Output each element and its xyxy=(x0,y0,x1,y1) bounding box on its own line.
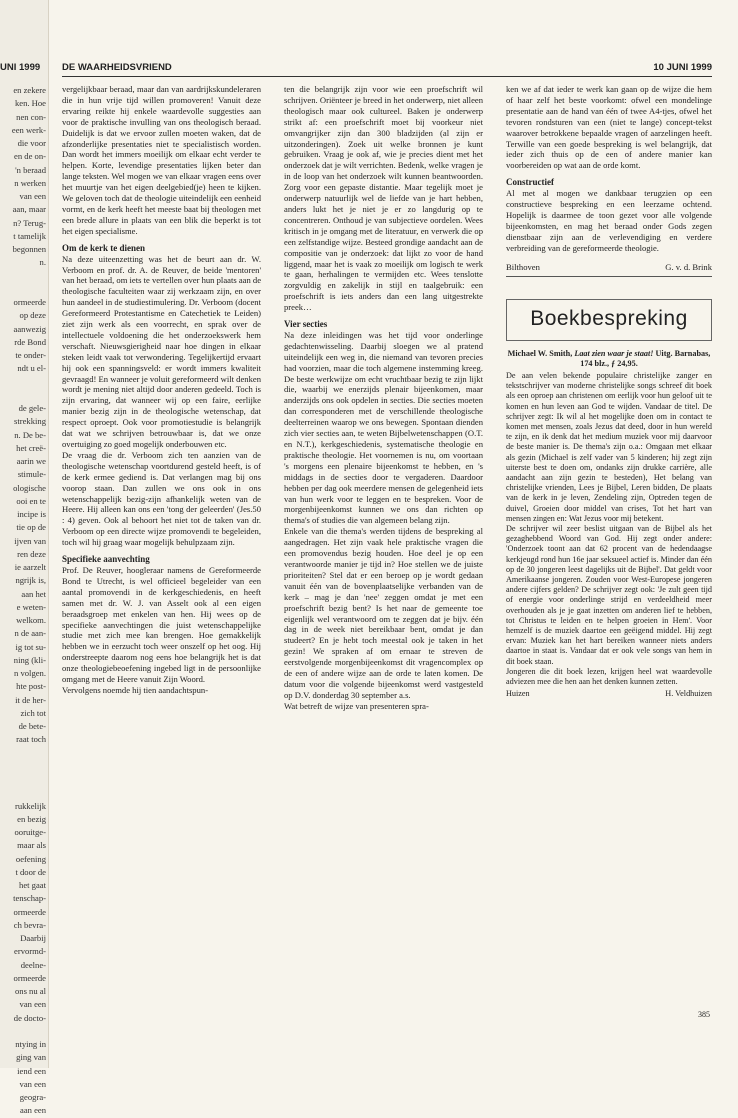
previous-page-line: tenschap- xyxy=(13,893,46,904)
previous-page-line: raat toch xyxy=(16,734,46,745)
previous-page-line xyxy=(0,1025,46,1038)
previous-page-line xyxy=(0,773,46,786)
review-author: Michael W. Smith, xyxy=(507,348,573,358)
previous-page-line: geogra- xyxy=(19,1092,46,1102)
previous-page-line: die voor xyxy=(17,138,46,148)
column-3-intro: ken we af dat ieder te werk kan gaan op de wijze die hem of haar zelf het beste voorkomt: ofwel een mondelinge presentatie aan de hand van één of twee A4-tjes, ofwel het tevoren rondsturen van een (niet te lange) concept-tekst waarover betrokkene bepaalde vragen of aarzelingen heeft. Terwille van een goede bespreking is wel belangrijk, dat ieder zich thuis op de een of andere manier kan voorbereiden op wat aan de orde komt. xyxy=(506,84,712,171)
previous-page-line: en bezig xyxy=(17,813,46,824)
previous-page-line: tie op de xyxy=(16,522,46,533)
previous-page-line xyxy=(0,747,46,760)
previous-page-line: iend een xyxy=(17,1065,46,1076)
previous-page-line: ie aarzelt xyxy=(14,562,46,572)
previous-page-line: de gele- xyxy=(18,403,46,413)
paragraph: Prof. De Reuver, hoogleraar namens de Gereformeerde Bond te Utrecht, is wel officieel begeleider van een aantal promovendi in de kerkgeschiedenis, en heeft samen met dr. W. J. van Asselt ook al een eigen beraadsgroep met enkelen van hen. Hij wees op de specifieke aanvechtingen die juist wetenschappelijke studie met zich mee kan brengen. Hoe gemakkelijk hebben we in eerzucht toch weer onszelf op het oog. Hij onderstreepte daarom nog eens hoe belangrijk het is dat onze theologiebeoefening ingebed ligt in de persoonlijke omgang met de Heere vanuit Zijn Woord. xyxy=(62,564,261,685)
previous-page-line: t tamelijk xyxy=(13,230,46,241)
review-paragraph: De aan velen bekende populaire christelijke zanger en tekstschrijver van moderne christelijke songs schreef dit boek als een oproep aan christenen om eerlijk voor hun geloof uit te komen en hun leven aan God te wijden. Vandaar de titel. De schrijver zegt: Ik wil al het mogelijke doen om in contact te komen met mensen, zoals Jezus dat deed, door in hun wereld te zijn, en ik denk dat het medium muziek voor mij daarvoor de beste manier is. De thema's zijn o.a.: Omgaan met elkaar als gezin (Michael is zelf vader van 5 kinderen; hij zegt zijn uiterste best te doen om, ondanks zijn drukke carrière, alle aandacht aan zijn gezin te besteden), Het belang van christelijke vrienden, Lees je Bijbel, Leren bidden, De plaats van de kerk in je leven, Zendeling zijn, Optreden tegen de duivel, Groeien door middel van crises, Tot het hart van mensen zingen en: Wat Jezus voor mij betekent. xyxy=(506,370,712,523)
previous-page-line xyxy=(0,283,46,296)
previous-page-line: ngrijk is, xyxy=(15,575,46,586)
heading-vier-secties: Vier secties xyxy=(284,319,328,330)
previous-page-line: it de her- xyxy=(15,694,46,705)
signature-place: Bilthoven xyxy=(506,261,540,272)
column-2 xyxy=(284,84,483,712)
previous-page-line: de docto- xyxy=(13,1012,46,1023)
previous-page-line: stimule- xyxy=(17,469,46,480)
paragraph: Na deze inleidingen was het tijd voor onderlinge gedachtenwisseling. Daarbij sloegen we al pratend uiteindelijk een weg in, die niemand van tevoren precies had voorzien, maar die toch algemene instemming kreeg. De beste werkwijze om echt vruchtbaar bezig te zijn lijkt die, waarbij we enerzijds plenair bijeenkomen, maar anderzijds ons ook opdelen in secties. Die secties moeten dan corresponderen met de verschillende theologische deelterreinen waarop we ons bewegen. Spontaan dienden zich vier secties aan, te weten Bijbelwetenschappen (O.T. en N.T.), kerkgeschiedenis, systematische theologie en praktische theologie. Het voornemen is nu, om voortaan 's morgens een plenaire bijeenkomst te hebben, en 's middags in de secties door te vergaderen. Daardoor hebben per dag ook meerdere mensen de gelegenheid iets van hun werk voor te leggen en te bespreken. Voor de morgenbijeenkomst kunnen we ons dan richten op thema's of studies die van algemeen belang zijn. xyxy=(284,329,483,526)
previous-page-line: op deze xyxy=(19,310,46,321)
previous-page-line: van een xyxy=(19,1078,46,1089)
column-1-intro: vergelijkbaar beraad, maar dan van aardrijkskundeleraren die in hun vrije tijd willen promoveren! Vanuit deze ervaring reikte hij enkele waardevolle suggesties aan voor de praktische invulling van ons theologisch beraad. Duidelijk is dat we ervoor zullen moeten waken, dat de afzonderlijke presentaties niet te specialistisch worden. Dan wordt het immers moeilijk om elkaar echt verder te helpen. Korte, levendige presentaties lijken beter dan lange teksten. Wel mogen we van elkaar vragen eens over het muurtje van het eigen deelgebied(je) heen te kijken. We geloven toch dat de theologie uiteindelijk een eenheid vormt, en de kerk heeft het meeste baat bij theologen met een brede allure in plaats van een blik die beperkt is tot het eigen specialisme. xyxy=(62,84,261,236)
previous-page-line xyxy=(0,376,46,389)
review-signature xyxy=(506,689,712,699)
paragraph: Wat betreft de wijze van presenteren spra- xyxy=(284,700,429,711)
previous-page-line: maar als xyxy=(17,840,46,851)
previous-page-line: aanwezig xyxy=(13,323,46,334)
previous-page-line: ning (kli- xyxy=(13,654,46,665)
previous-page-line xyxy=(0,786,46,799)
previous-page-line: ons nu al xyxy=(14,986,46,996)
paragraph: Vervolgens noemde hij tien aandachtspun- xyxy=(62,684,209,695)
review-paragraph: De schrijver wil zeer beslist uitgaan van de Bijbel als het gezaghebbend Woord van God. Hij zegt onder andere: 'Onderzoek toont aan dat 62 procent van de hedendaagse kerkjeugd rond hun 16e jaar seksueel actief is. Minder dan één op de 30 jongeren leest dagelijks uit de Bijbel'. Dat geldt voor Amerikaanse jongeren. Zouden voor West-Europese jongeren andere cijfers gelden? De schrijver zegt ook: 'Je zult geen tijd of energie voor onderlinge strijd en verdeeldheid meer overhouden als je je gaat inzetten om anderen lief te hebben, tot Christus te leiden en te helpen groeien in Hem'. Voor hemzelf is de muziek daartoe een geëigend middel. Hij zegt ervan: Muziek kan het hart bereiken wanneer niets anders daartoe in staat is. Vandaar dat er ook vele songs van hem in dit boek staan. xyxy=(506,523,712,666)
newspaper-page xyxy=(62,56,722,1048)
heading-specifieke-aanvechting: Specifieke aanvechting xyxy=(62,554,150,565)
review-paragraph: Jongeren die dit boek lezen, krijgen heel wat waardevolle adviezen mee die hen aan het denken kunnen zetten. xyxy=(506,666,712,686)
paragraph: De vraag die dr. Verboom zich ten aanzien van de theologische wetenschap voortdurend gesteld heeft, is of de kerk ermee gediend is. Dat verlangen mag bij ons voorop staan. Dan zullen we ons ook in ons wetenschappelijk bezig-zijn afhankelijk weten van de Heere. Hij alleen kan ons een 'tong der geleerden' (Jes.50 : 4) geven. Ook al behoort het niet tot de taken van dr. Verboom op een directe wijze promovendi te begeleiden, toch wil hij graag waar mogelijk behulpzaam zijn. xyxy=(62,449,261,548)
previous-page-line: ken. Hoe xyxy=(14,98,46,109)
previous-page-line: zich tot xyxy=(20,707,46,718)
previous-page-line: hte post- xyxy=(16,681,46,692)
review-publisher: Uitg. Barnabas, 174 blz., ƒ 24,95. xyxy=(580,348,711,368)
column-1 xyxy=(62,84,261,696)
previous-page-line: t door de xyxy=(15,866,46,877)
previous-page-line: aan het xyxy=(21,588,46,599)
previous-page-line: ooi en te xyxy=(16,495,46,506)
page-number: 385 xyxy=(698,1010,710,1019)
previous-page-line: van een xyxy=(19,999,46,1010)
previous-page-line: ig tot su- xyxy=(15,641,46,652)
previous-page-line: 'n beraad xyxy=(15,164,46,175)
heading-om-de-kerk-te-dienen: Om de kerk te dienen xyxy=(62,242,145,253)
previous-page-line: ntying in xyxy=(15,1039,46,1049)
book-review xyxy=(506,349,712,700)
previous-page-line: n volgen. xyxy=(14,668,46,678)
previous-page-line: n werken xyxy=(14,177,46,188)
column-2-intro: ten die belangrijk zijn voor wie een proefschrift wil schrijven. Oriënteer je breed in het onderwerp, niet alleen theologisch maar ook cultureel. Baken je onderwerp strikt af: een proefschrift moet bij voorkeur niet omvangrijker zijn dan 300 bladzijden (al zijn er uitzonderingen). Zoek uit welke bronnen je kunt gebruiken. Vraag je ook af, wie je precies dient met het onderzoek dat je wilt verrichten. Bedenk, welke vragen je in de loop van het onderzoek wilt kunnen beantwoorden. Zorg voor een gepaste distantie. Maar tegelijk moet je onderwerp natuurlijk wel de liefde van je hart hebben, anders lukt het je niet je er zo langdurig op te concentreren. Onthoud je van subjectieve oordelen. Wees kritisch in je omgang met de literatuur, en verwerk die op een zelfstandige wijze. Besteed grondige aandacht aan de compositie van je onderzoek: dat lijkt zo voor de hand liggend, maar het is vaak zo moeilijk om logisch te werk te gaan, herhalingen te vermijden etc. Wees tenslotte zorgvuldig en zakelijk in stijl en taalgebruik: een proefschrift is iets anders dan een lang uitgestrekte preek… xyxy=(284,84,483,313)
previous-page-line: strekking xyxy=(14,416,46,427)
previous-page-line: oefening xyxy=(15,853,46,864)
previous-page-line: incipe is xyxy=(17,509,46,519)
previous-page-line: ormeerde xyxy=(13,297,46,307)
review-book-title: Laat zien waar je staat! xyxy=(574,348,654,358)
previous-page-line: ormeerde xyxy=(13,906,46,917)
previous-page-line: welkom. xyxy=(16,615,46,625)
previous-page-line: begonnen xyxy=(12,244,46,254)
previous-page-line: aarin we xyxy=(16,456,46,466)
column-3 xyxy=(506,84,712,699)
heading-constructief: Constructief xyxy=(506,177,554,188)
signature-name: G. v. d. Brink xyxy=(665,261,712,272)
previous-page-line: ch bevra- xyxy=(13,919,46,930)
previous-page-line: e weten- xyxy=(16,601,46,612)
review-byline xyxy=(506,349,712,369)
previous-page-line: te onder- xyxy=(15,350,46,360)
previous-page-line: nen con- xyxy=(16,111,46,122)
review-signature-place: Huizen xyxy=(506,689,530,699)
header-rule xyxy=(62,76,712,77)
boekbespreking-banner xyxy=(506,299,712,341)
paragraph: Al met al mogen we dankbaar terugzien op een constructieve bespreking en een leerzame ochtend. Hopelijk is daarmee de toon gezet voor alle volgende bijeenkomsten, en mag het beraad onder Gods zegen dienstbaar zijn aan de verlevendiging en verdere verbreiding van de gereformeerde theologie. xyxy=(506,188,712,253)
previous-page-date: UNI 1999 xyxy=(0,62,41,73)
previous-page-line: n de aan- xyxy=(14,628,46,639)
previous-page-line: n? Terug- xyxy=(13,217,46,228)
previous-page-line: rde Bond xyxy=(14,336,46,347)
previous-page-line: het gaat xyxy=(19,880,46,890)
previous-page-line: ooruitge- xyxy=(14,827,46,837)
previous-page-line: ormeerde xyxy=(13,972,46,983)
previous-page-line: aan, maar xyxy=(12,204,46,215)
previous-page-line xyxy=(0,270,46,283)
previous-page-line: ndt u el- xyxy=(17,363,46,374)
previous-page-line: en zekere xyxy=(13,85,46,95)
previous-page-line: ervormd- xyxy=(14,946,46,957)
previous-page-edge xyxy=(0,0,49,1116)
previous-page-line: deelne- xyxy=(20,959,46,970)
issue-date: 10 JUNI 1999 xyxy=(653,62,712,73)
previous-page-text xyxy=(0,84,46,1118)
previous-page-line xyxy=(0,760,46,773)
article-signature xyxy=(506,262,712,277)
previous-page-line: Daarbij xyxy=(20,933,46,943)
previous-page-line: n. xyxy=(39,257,46,268)
publication-name: DE WAARHEIDSVRIEND xyxy=(62,62,172,73)
previous-page-line: het creë- xyxy=(16,442,46,453)
previous-page-line: een werk- xyxy=(11,124,46,135)
previous-page-line: ologische xyxy=(13,482,46,493)
previous-page-line: rukkelijk xyxy=(14,800,46,811)
section-title: Boekbespreking xyxy=(530,307,688,331)
paragraph: Na deze uiteenzetting was het de beurt aan dr. W. Verboom en prof. dr. A. de Reuver, de beide 'mentoren' van het beraad, om iets te vertellen over hun plaats aan de theologische faculteiten waar zij werkzaam zijn, en over hun aandeel in de studiestimulering. Dr. Verboom (docent Gereformeerd Protestantisme en Catechetiek te Leiden) ziet zijn werk als een voorrecht, en sprak over de intellectuele voldoening die het onderzoekswerk hem verschaft. Nieuwsgierigheid naar hoe dingen in elkaar steken leidt vaak tot verwondering. Tegelijkertijd ervaart hij ook een spanningsveld: er wordt immers kwaliteit gevraagd! En wanneer je voluit gereformeerd wilt denken wordt je mening niet altijd door anderen gedeeld. Toch is zijn ervaring, dat wanneer wij op een faire, eerlijke manier bezig zijn in de theologische wetenschap, dat respect oproept. Ook voor promotiestudie is belangrijk dat wat we schrijven betrouwbaar is, dat we onze overtuiging zo goed mogelijk onderbouwen etc. xyxy=(62,253,262,449)
previous-page-line xyxy=(0,389,46,402)
paragraph: Enkele van die thema's werden tijdens de bespreking al aangedragen. Het zijn vaak hele praktische vragen die een promovendus bezig houden. Hoe deel je op een verantwoorde manier je tijd in? Hoe stellen we de juiste prioriteiten? Stel dat er een beroep op je wordt gedaan vanuit één van de bovenplaatselijke verbanden van de kerk – mag je dan 'nee' zeggen omdat je met een proefschrift bezig bent? Is het naar de gemeente toe eigenlijk wel verantwoord om te zeggen dat je bijv. één dag in de week niet bereikbaar bent, omdat je dan studeert? En je hebt toch meestal ook je taken in het gezin! We spraken af om ernaar te streven de eerstvolgende morgenbijeenkomst dit vragencomplex op de een of andere wijze aan de orde te laten komen. De datum voor die volgende bijeenkomst werd vastgesteld op D.V. donderdag 30 september a.s. xyxy=(284,526,483,700)
previous-page-line: ging van xyxy=(16,1052,46,1063)
previous-page-line: n. De be- xyxy=(14,429,46,440)
previous-page-line: ijven van xyxy=(14,535,46,546)
previous-page-line: de bete- xyxy=(18,721,46,731)
previous-page-line: ren deze xyxy=(17,548,46,559)
previous-page-line: aan een xyxy=(20,1105,46,1116)
previous-page-line: en de on- xyxy=(14,151,46,162)
previous-page-line: van een xyxy=(19,191,46,201)
review-signature-name: H. Veldhuizen xyxy=(665,689,712,699)
